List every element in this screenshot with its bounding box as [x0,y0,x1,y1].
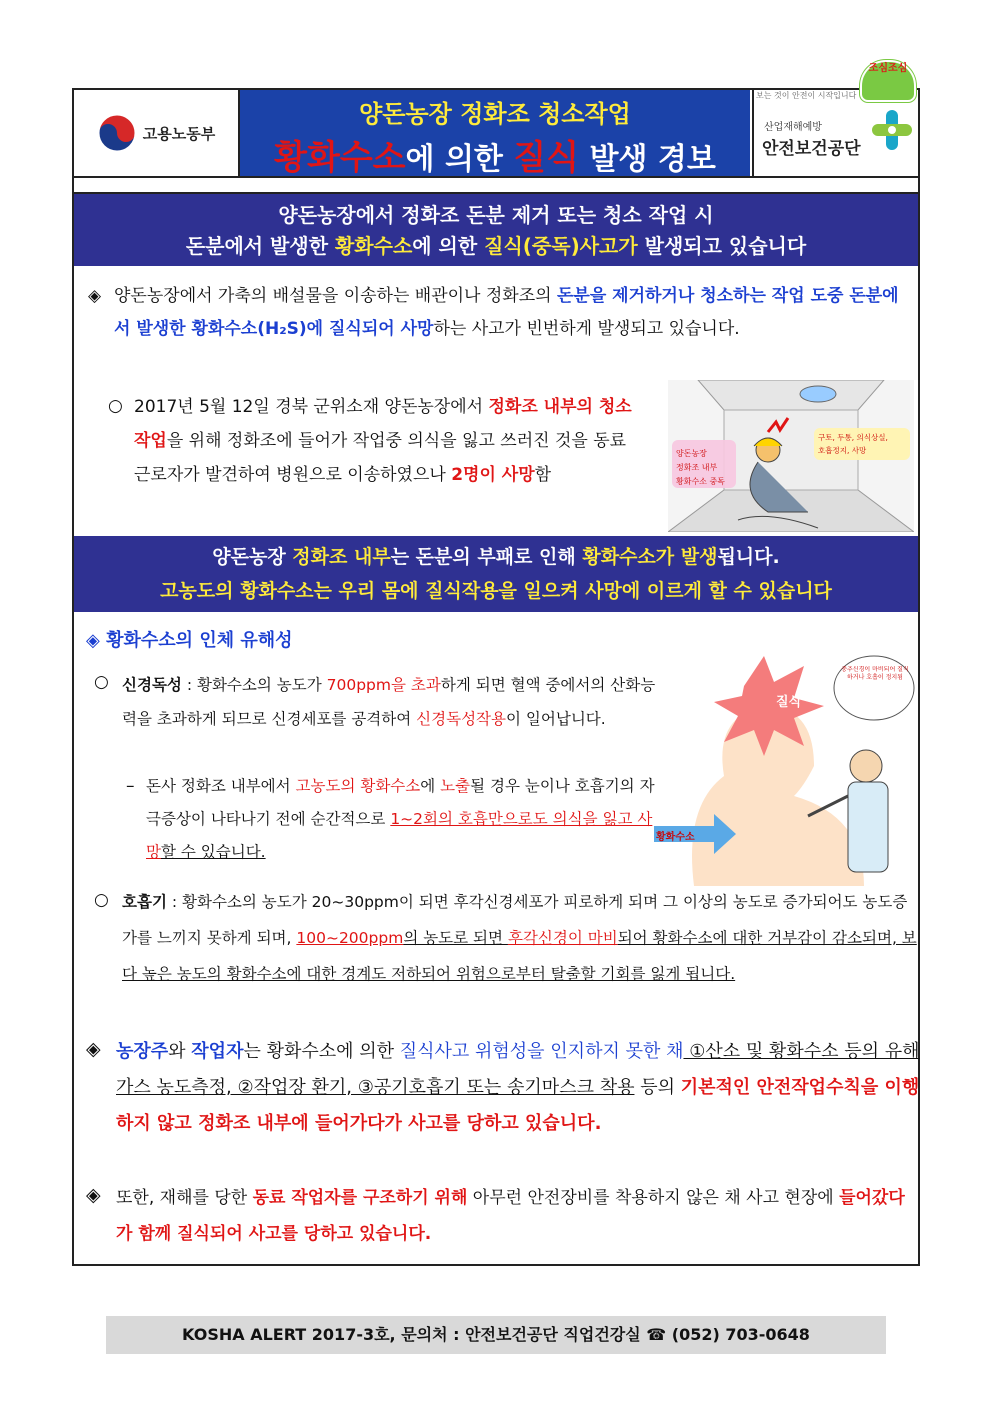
also-t2: 동료 작업자를 구조하기 위해 [252,1188,468,1208]
banner-top-line2 [74,231,918,262]
dash-t3: 에 [420,777,441,795]
case-t3: 을 위해 정화조에 들어가 작업중 의식을 잃고 쓰러진 것을 동료근로자가 발견하여 병원으로 이송하였으나 [134,431,627,485]
neuro-bullet: ○ [94,672,109,692]
b1-text-b: 황화수소 [334,234,413,258]
case-t5: 함 [534,465,552,485]
also-t1: 또한, 재해를 당한 [116,1188,253,1208]
kosha-subtitle: 산업재해예방 [764,122,822,133]
farm-t6: ①산소 및 황화수소 등의 유해가스 농도측정, ②작업장 환기, ③공기호흡기 또는 송기마스크 착용 [116,1041,920,1098]
title-suffocation: 질식 [513,138,580,178]
footer-contact: KOSHA ALERT 2017-3호, 문의처 : 안전보건공단 직업건강실 ☎ (052) 703-0648 [106,1316,886,1354]
b2-e: 됩니다. [717,546,780,568]
resp-t5: 되어 황화수소에 대한 거부감이 감소되며, 보다 높은 농도의 황화수소에 대한 경계도 저하되어 위험으로부터 탈출할 기회를 잃게 됩니다. [122,929,917,983]
illus1-right-2: 호흡정지, 사망 [818,446,867,455]
farm-t1: 농장주 [116,1041,169,1062]
banner-top [74,194,918,266]
b1-text-c: 에 의한 [412,234,485,258]
dash-text [146,770,662,869]
b2-c: 는 돈분의 부패로 인해 [390,546,583,568]
b1-text-e: 발생되고 있습니다 [637,234,807,258]
dash-t4: 노출 [440,777,471,795]
illus1-left-1: 양돈농장 [676,449,707,458]
title-line1: 양돈농장 정화조 청소작업 [359,100,631,128]
resp-t4: 후각신경이 마비 [507,929,618,947]
case-bullet: ○ [108,396,123,416]
title-h2s: 황화수소 [274,138,406,178]
dash-bullet: – [126,776,135,796]
dash-t6: 1~2회의 호흡만으로도 의식을 잃고 사망 [146,810,653,861]
title-end: 발생 경보 [579,142,716,177]
neuro-text [122,668,666,736]
illus1-right-1: 구토, 두통, 의식상실, [818,433,888,442]
banner-top-line1: 양돈농장에서 정화조 돈분 제거 또는 청소 작업 시 [278,203,714,227]
title-line2 [240,130,750,179]
spacer-row [74,178,918,194]
neuro-label: 신경독성 [122,676,182,694]
also-bullet: ◈ [86,1184,101,1206]
illus2-bubble: 중추신경이 마비되어 질식하거나 호흡이 정지됨 [841,666,909,681]
s1-t1: 양돈농장에서 가축의 배설물을 이송하는 배관이나 정화조의 [114,286,557,306]
resp-t1: : 황화수소의 농도가 20~30ppm이 되면 후각신경세포가 피로하게 되며 그 이상의 농도로 증가되어도 농도증가를 느끼지 못하게 되며, [122,893,908,947]
b2-a: 양돈농장 [212,546,293,568]
illus1-left-2: 정화조 내부 [676,463,718,472]
illus2-h2s-label: 황화수소 [656,832,695,843]
b1-text-d: 질식(중독)사고가 [484,234,638,258]
caution-badge: 조심조심 [860,60,916,102]
section1-bullet: ◈ [88,286,102,306]
banner-mid [74,536,918,612]
kosha-cross-icon [872,108,912,152]
resp-t2: 100~200ppm [296,929,404,947]
case-text [134,390,634,492]
b1-text-a: 돈분에서 발생한 [185,234,335,258]
farm-bullet: ◈ [86,1038,101,1060]
h2s-body-illustration [654,646,916,886]
case-t1: 2017년 5월 12일 경북 군위소재 양돈농장에서 [134,397,489,417]
illus1-left-3: 황화수소 중독 [676,477,725,486]
neuro-t4: 신경독성작용 [416,710,506,728]
septic-tank-illustration [668,380,914,532]
farm-t7: 등의 [634,1077,681,1098]
case-t4: 2명이 사망 [451,465,535,485]
farm-t8: 기본적인 안전작업수칙을 이행하지 않고 정화조 내부에 들어가다가 사고를 당하고 있습니다. [116,1077,920,1134]
b2-b: 정화조 내부 [292,546,391,568]
resp-bullet: ○ [94,890,109,910]
ministry-logo-area [74,90,240,176]
banner-mid-line2: 고농도의 황화수소는 우리 몸에 질식작용을 일으켜 사망에 이르게 할 수 있습니다 [160,580,832,602]
case-t2: 정화조 내부의 청소작업 [134,397,632,451]
banner-mid-line1 [74,540,918,574]
also-t3: 아무런 안전장비를 착용하지 않은 채 사고 현장에 [467,1188,840,1208]
farm-t5: 질식사고 위험성을 인지하지 못한 채 [399,1041,684,1062]
resp-text [122,884,920,992]
neuro-t3: 하게 되면 혈액 중에서의 산화능력을 초과하게 되므로 신경세포를 공격하여 [122,676,656,728]
dash-t7: 할 수 있습니다. [160,843,266,861]
dash-t5: 될 경우 눈이나 호흡기의 자극증상이 나타나기 전에 순간적으로 [146,777,655,828]
resp-t3: 의 농도로 되면 [403,929,508,947]
resp-label: 호흡기 [122,893,167,911]
kosha-name: 안전보건공단 [762,139,861,159]
header [74,63,918,178]
farm-t4: 는 황화수소에 의한 [243,1041,400,1062]
section1-text [114,280,914,346]
farm-t3: 작업자 [191,1041,244,1062]
ministry-name: 고용노동부 [142,124,216,143]
farm-t2: 와 [168,1041,192,1062]
alert-frame [72,63,920,1266]
illus2-suffocation: 질식 [776,695,802,710]
dash-t1: 돈사 정화조 내부에서 [146,777,296,795]
also-t4: 들어갔다가 함께 질식되어 사고를 당하고 있습니다. [116,1188,905,1244]
title-mid: 에 의한 [405,142,514,177]
neuro-t1: : 황화수소의 농도가 [181,676,327,694]
neuro-t5: 이 일어납니다. [506,710,606,728]
kosha-slogan: 보는 것이 안전이 시작입니다 [756,91,857,100]
also-text [116,1180,920,1252]
s1-t2: 돈분을 제거하거나 청소하는 작업 도중 돈분에서 발생한 황화수소(H₂S)에 질식되어 사망 [114,286,899,339]
dash-t2: 고농도의 황화수소 [295,777,421,795]
b2-d: 황화수소가 발생 [582,546,718,568]
farm-text [116,1034,920,1142]
s1-t3: 하는 사고가 빈번하게 발생되고 있습니다. [433,319,740,339]
harm-section-title: ◈ 황화수소의 인체 유해성 [86,630,293,651]
title-block [240,90,750,176]
neuro-t2: 700ppm을 초과 [326,676,441,694]
taegeuk-icon [97,113,137,153]
kosha-logo-area [752,63,920,176]
